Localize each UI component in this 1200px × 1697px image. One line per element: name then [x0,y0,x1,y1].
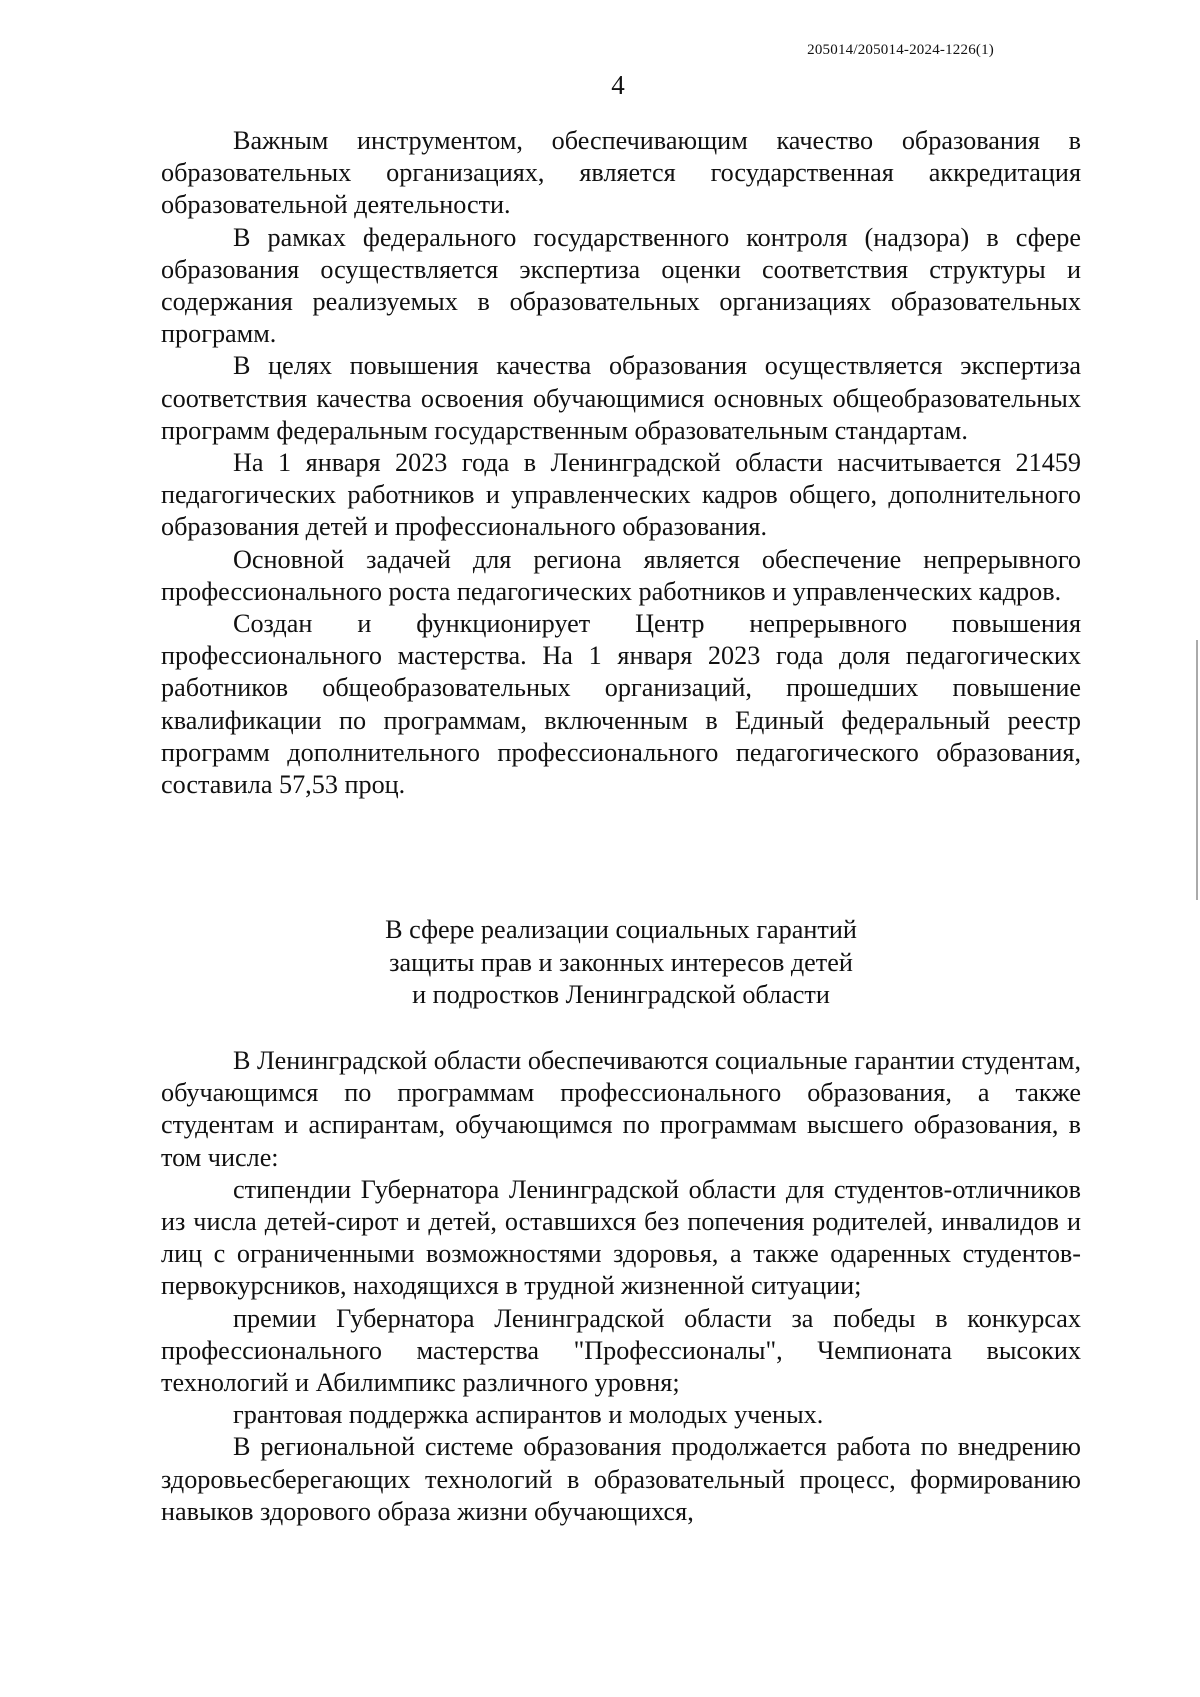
paragraph-governor-awards: премии Губернатора Ленинградской области за победы в конкурсах профессионального мастерства "Профессионалы", Чемпионата высоких технологий и Абилимпикс различного уровня; [161,1303,1081,1398]
section-heading-line-3: и подростков Ленинградской области [412,980,830,1009]
paragraph-teacher-count: На 1 января 2023 года в Ленинградской области насчитывается 21459 педагогических работников и управленческих кадров общего, дополнительного образования детей и профессионального образования. [161,448,1081,542]
paragraph-quality-expertise: В целях повышения качества образования осуществляется экспертиза соответствия качества освоения обучающимися основных общеобразовательных программ федеральным государственным образовательным стандартам. [161,351,1081,445]
section-heading-line-1: В сфере реализации социальных гарантий [385,915,857,944]
scan-edge-mark [1196,640,1198,900]
section-heading [161,914,1081,1012]
page-number: 4 [611,70,625,100]
paragraph-governor-scholarships: стипендии Губернатора Ленинградской области для студентов-отличников из числа детей-сирот и детей, оставшихся без попечения родителей, инвалидов и лиц с ограниченными возможностями здоровья, а также одаренных студентов-первокурсников, находящихся в трудной жизненной ситуации; [161,1174,1081,1301]
body-text-section-2 [161,1045,1081,1528]
paragraph-grant-support: грантовая поддержка аспирантов и молодых ученых. [233,1400,824,1430]
paragraph-training-center: Создан и функционирует Центр непрерывного повышения профессионального мастерства. На 1 января 2023 года доля педагогических работников общеобразовательных организаций, прошедших повышение квалификации по программам, включенным в Единый федеральный реестр программ дополнительного профессионального педагогического образования, составила 57,53 проц. [161,609,1081,800]
document-id: 205014/205014-2024-1226(1) [807,42,994,58]
paragraph-social-guarantees: В Ленинградской области обеспечиваются социальные гарантии студентам, обучающимся по программам профессионального образования, а также студентам и аспирантам, обучающимся по программам высшего образования, в том числе: [161,1046,1081,1172]
paragraph-main-task: Основной задачей для региона является обеспечение непрерывного профессионального роста педагогических работников и управленческих кадров. [161,544,1081,606]
body-text-section-1 [161,125,1081,801]
paragraph-health-technologies: В региональной системе образования продолжается работа по внедрению здоровьесберегающих технологий в образовательный процесс, формированию навыков здорового образа жизни обучающихся, [161,1432,1081,1526]
paragraph-federal-control: В рамках федерального государственного контроля (надзора) в сфере образования осуществляется экспертиза оценки соответствия структуры и содержания реализуемых в образовательных организациях образовательных программ. [161,222,1081,349]
section-heading-line-2: защиты прав и законных интересов детей [389,947,853,977]
paragraph-accreditation: Важным инструментом, обеспечивающим качество образования в образовательных организациях, является государственная аккредитация образовательной деятельности. [161,126,1081,220]
